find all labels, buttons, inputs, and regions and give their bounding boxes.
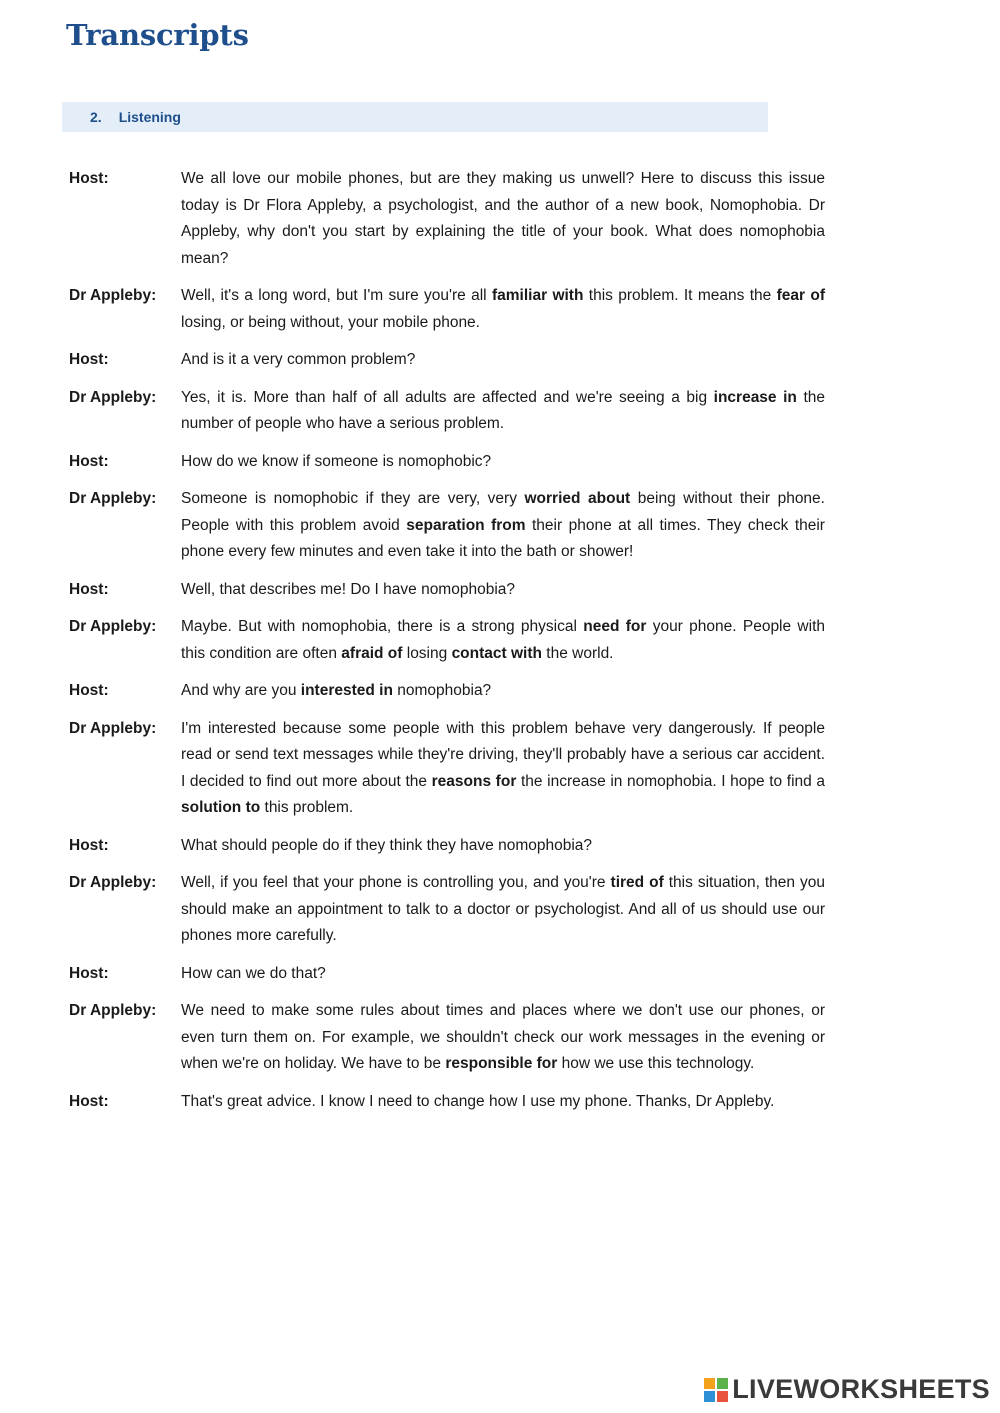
dialogue-text (181, 998, 825, 1078)
speaker-label: Host: (69, 836, 109, 854)
dialogue-line (69, 961, 825, 988)
dialogue-line (69, 998, 825, 1078)
speaker-label: Host: (69, 580, 109, 598)
text-segment: losing, or being without, your mobile phone. (181, 313, 480, 331)
text-segment: We all love our mobile phones, but are they making us unwell? Here to discuss this issue today is Dr Flora Appleby, a psychologist, and the author of a new book, Nomophobia. Dr Appleby, why don't you start by explaining the title of your book. What does nomophobia mean? (181, 170, 825, 267)
key-phrase: responsible for (445, 1055, 558, 1072)
dialogue-text (181, 449, 825, 476)
speaker-label: Host: (69, 1092, 109, 1110)
text-segment: And is it a very common problem? (181, 351, 416, 368)
text-segment: How do we know if someone is nomophobic? (181, 452, 492, 470)
logo-square (717, 1391, 728, 1402)
logo-square (704, 1391, 715, 1402)
dialogue-line (69, 678, 825, 705)
transcript-dialogue (69, 166, 825, 1126)
dialogue-text (181, 678, 825, 705)
dialogue-text (181, 870, 825, 950)
text-segment: losing (402, 644, 452, 662)
key-phrase: solution to (181, 799, 261, 816)
speaker-label: Dr Appleby: (69, 618, 157, 635)
dialogue-text (181, 166, 825, 272)
dialogue-text (181, 833, 825, 860)
speaker-label: Dr Appleby: (69, 490, 157, 507)
dialogue-line (69, 385, 825, 438)
key-phrase: need for (583, 618, 647, 635)
dialogue-line (69, 716, 825, 822)
dialogue-text (181, 716, 825, 822)
text-segment: Someone is nomophobic if they are very, very (181, 490, 525, 507)
text-segment: That's great advice. I know I need to change how I use my phone. Thanks, Dr Appleby. (181, 1092, 775, 1110)
dialogue-line (69, 1089, 825, 1116)
dialogue-line (69, 870, 825, 950)
text-segment: the world. (541, 644, 614, 662)
logo-text: LIVEWORKSHEETS (732, 1374, 990, 1404)
key-phrase: tired of (610, 874, 664, 891)
text-segment: being without their phone. People with this problem avoid (181, 490, 825, 534)
dialogue-line (69, 449, 825, 476)
key-phrase: afraid of (341, 644, 403, 662)
key-phrase: increase in (713, 388, 797, 406)
dialogue-text (181, 347, 825, 374)
dialogue-text (181, 1089, 825, 1116)
speaker-label: Host: (69, 964, 109, 982)
section-number: 2. (90, 109, 102, 125)
dialogue-line (69, 614, 825, 667)
text-segment: Well, that describes me! Do I have nomophobia? (181, 580, 516, 598)
dialogue-line (69, 283, 825, 336)
text-segment: the increase in nomophobia. I hope to find a (516, 772, 826, 790)
text-segment: And why are you (181, 682, 301, 699)
speaker-label: Host: (69, 351, 109, 368)
logo-square (704, 1378, 715, 1389)
text-segment: Well, it's a long word, but I'm sure you're all (181, 287, 492, 304)
dialogue-text (181, 614, 825, 667)
section-label: Listening (118, 109, 181, 125)
speaker-label: Dr Appleby: (69, 719, 157, 737)
speaker-label: Host: (69, 170, 109, 187)
speaker-label: Dr Appleby: (69, 874, 157, 891)
text-segment: how we use this technology. (557, 1055, 755, 1072)
liveworksheets-logo (704, 1374, 990, 1405)
text-segment: the number of people who have a serious problem. (181, 388, 825, 432)
section-header (62, 102, 768, 132)
dialogue-text (181, 486, 825, 566)
dialogue-line (69, 347, 825, 374)
speaker-label: Dr Appleby: (69, 287, 157, 304)
speaker-label: Host: (69, 682, 109, 699)
text-segment: We need to make some rules about times and places where we don't use our phones, or even turn them on. For example, we shouldn't check our work messages in the evening or when we're on holiday. We have to be (181, 1002, 825, 1072)
text-segment: What should people do if they think they have nomophobia? (181, 836, 593, 854)
text-segment: this problem. (260, 799, 354, 816)
dialogue-line (69, 833, 825, 860)
dialogue-line (69, 166, 825, 272)
speaker-label: Dr Appleby: (69, 1002, 157, 1019)
text-segment: Yes, it is. More than half of all adults are affected and we're seeing a big (181, 388, 714, 406)
dialogue-line (69, 486, 825, 566)
dialogue-text (181, 577, 825, 604)
key-phrase: reasons for (431, 772, 517, 790)
dialogue-line (69, 577, 825, 604)
text-segment: Maybe. But with nomophobia, there is a strong physical (181, 618, 584, 635)
text-segment: I'm interested because some people with this problem behave very dangerously. If people read or send text messages while they're driving, they'll probably have a serious car accident. I decided to find out more about the (181, 719, 825, 790)
key-phrase: contact with (451, 644, 542, 662)
logo-square (717, 1378, 728, 1389)
key-phrase: worried about (524, 490, 631, 507)
text-segment: your phone. People with this condition are often (181, 618, 825, 662)
key-phrase: separation from (406, 516, 526, 534)
dialogue-text (181, 283, 825, 336)
text-segment: their phone at all times. They check their phone every few minutes and even take it into the bath or shower! (181, 516, 825, 560)
key-phrase: interested in (300, 682, 393, 699)
text-segment: this situation, then you should make an appointment to talk to a doctor or psychologist. And all of us should use our phones more carefully. (181, 874, 825, 944)
key-phrase: fear of (776, 287, 825, 304)
logo-icon (704, 1378, 728, 1402)
dialogue-text (181, 961, 825, 988)
speaker-label: Dr Appleby: (69, 388, 157, 406)
text-segment: nomophobia? (392, 682, 492, 699)
page-title: Transcripts (66, 18, 249, 52)
text-segment: this problem. It means the (583, 287, 777, 304)
dialogue-text (181, 385, 825, 438)
text-segment: How can we do that? (181, 964, 326, 982)
text-segment: Well, if you feel that your phone is controlling you, and you're (181, 874, 611, 891)
key-phrase: familiar with (491, 287, 584, 304)
speaker-label: Host: (69, 452, 109, 470)
